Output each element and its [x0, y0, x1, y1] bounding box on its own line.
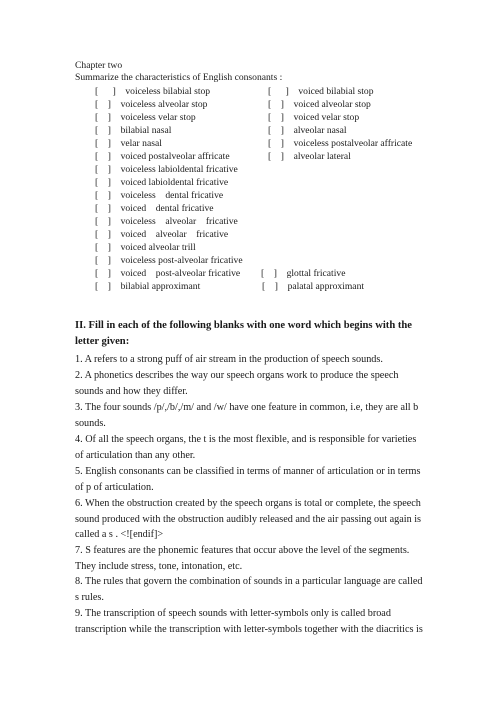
section1-intro: Summarize the characteristics of English consonants : — [75, 72, 283, 83]
chapter-title: Chapter two — [75, 60, 123, 71]
consonant-left: [ ] voiceless alveolar stop — [95, 99, 208, 110]
consonant-left: [ ] voiceless alveolar fricative — [95, 216, 238, 227]
consonant-left: [ ] velar nasal — [95, 138, 162, 149]
question-item: 5. English consonants can be classified in terms of manner of articulation or in terms of p of articulation. — [75, 466, 421, 493]
consonant-right: [ ] voiced bilabial stop — [268, 86, 374, 97]
question-item: 1. A refers to a strong puff of air stream in the production of speech sounds. — [75, 354, 383, 365]
question-item: 4. Of all the speech organs, the t is the most flexible, and is responsible for varieties of articulation than any other. — [75, 434, 417, 461]
consonant-right: [ ] alveolar lateral — [268, 151, 351, 162]
question-item: 7. S features are the phonemic features that occur above the level of the segments. They include stress, tone, intonation, etc. — [75, 545, 410, 572]
consonant-left: [ ] voiced dental fricative — [95, 203, 214, 214]
consonant-right: [ ] voiceless postalveolar affricate — [268, 138, 413, 149]
consonant-right: [ ] voiced alveolar stop — [268, 99, 371, 110]
consonant-right: [ ] glottal fricative — [261, 268, 346, 279]
consonant-left: [ ] bilabial approximant — [95, 281, 201, 292]
consonant-left: [ ] voiceless post-alveolar fricative — [95, 255, 243, 266]
consonant-left: [ ] voiced labioldental fricative — [95, 177, 229, 188]
question-item: 6. When the obstruction created by the speech organs is total or complete, the speech sound produced with the obstruction audibly released and the air passing out again is called a s . <![endif]> — [75, 498, 422, 540]
section2-heading: II. Fill in each of the following blanks with one word which begins with the letter given: — [75, 320, 412, 347]
consonant-left: [ ] voiceless labioldental fricative — [95, 164, 238, 175]
consonant-right: [ ] alveolar nasal — [268, 125, 347, 136]
consonant-left: [ ] voiceless dental fricative — [95, 190, 224, 201]
question-item: 2. A phonetics describes the way our speech organs work to produce the speech sounds and how they differ. — [75, 370, 399, 397]
consonant-left: [ ] voiced alveolar fricative — [95, 229, 229, 240]
consonant-right: [ ] voiced velar stop — [268, 112, 360, 123]
consonant-left: [ ] voiced post-alveolar fricative — [95, 268, 241, 279]
consonant-left: [ ] voiced alveolar trill — [95, 242, 196, 253]
consonant-right: [ ] palatal approximant — [262, 281, 365, 292]
consonant-left: [ ] voiced postalveolar affricate — [95, 151, 230, 162]
consonant-left: [ ] voiceless velar stop — [95, 112, 196, 123]
question-item: 9. The transcription of speech sounds with letter-symbols only is called broad transcription while the transcription with letter-symbols together with the diacritics is — [75, 608, 423, 635]
question-item: 8. The rules that govern the combination of sounds in a particular language are called s rules. — [75, 576, 423, 603]
consonant-left: [ ] bilabial nasal — [95, 125, 172, 136]
consonant-left: [ ] voiceless bilabial stop — [95, 86, 211, 97]
question-item: 3. The four sounds /p/,/b/,/m/ and /w/ have one feature in common, i.e, they are all b sounds. — [75, 402, 419, 429]
